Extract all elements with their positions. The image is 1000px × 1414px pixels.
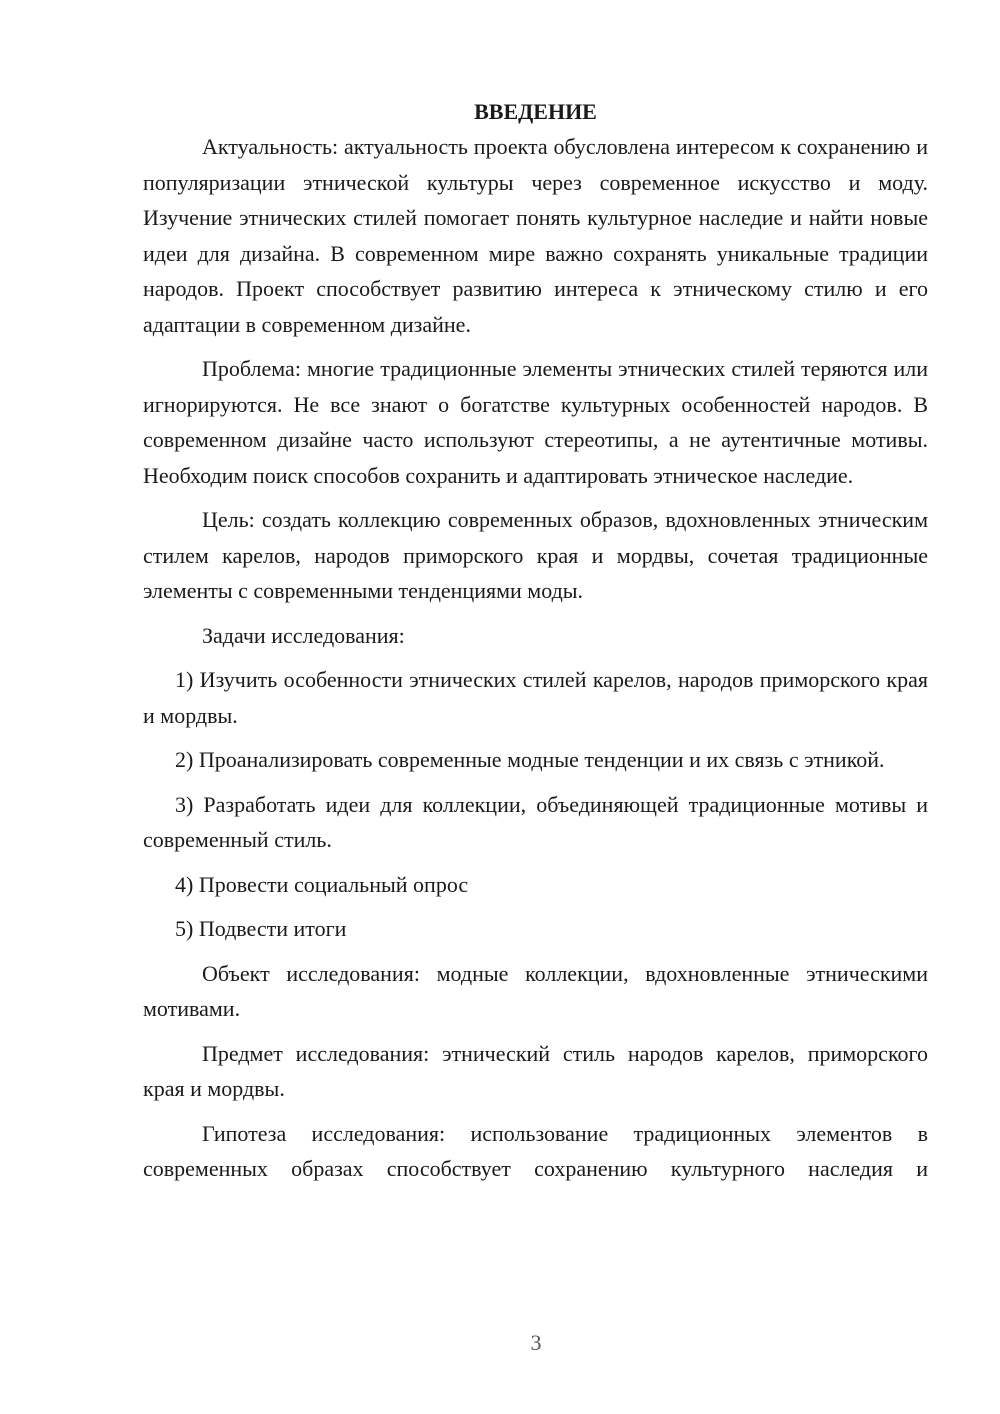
problem-paragraph: Проблема: многие традиционные элементы этнических стилей теряются или игнорируются. Не все знают о богатстве культурных особенностей народов. В современном дизайне часто используют стереотипы, а не аутентичные мотивы. Необходим поиск способов сохранить и адаптировать этническое наследие. — [143, 356, 928, 488]
object-paragraph: Объект исследования: модные коллекции, вдохновленные этническими мотивами. — [143, 960, 928, 1021]
page-number: 3 — [530, 1330, 542, 1355]
subject-paragraph: Предмет исследования: этнический стиль народов карелов, приморского края и мордвы. — [143, 1040, 928, 1101]
goal-paragraph: Цель: создать коллекцию современных образов, вдохновленных этническим стилем карелов, народов приморского края и мордвы, сочетая традиционные элементы с современными тенденциями моды. — [143, 507, 928, 603]
page-content — [143, 94, 928, 1196]
task-item-3: 3) Разработать идеи для коллекции, объединяющей традиционные мотивы и современный стиль. — [143, 791, 928, 852]
section-heading: ВВЕДЕНИЕ — [474, 99, 597, 124]
task-item-2: 2) Проанализировать современные модные тенденции и их связь с этникой. — [175, 747, 885, 772]
hypothesis-paragraph: Гипотеза исследования: использование традиционных элементов в современных образах способствует сохранению культурного наследия и — [143, 1120, 928, 1181]
relevance-paragraph: Актуальность: актуальность проекта обусловлена интересом к сохранению и популяризации этнической культуры через современное искусство и моду. Изучение этнических стилей помогает понять культурное наследие и найти новые идеи для дизайна. В современном мире важно сохранять уникальные традиции народов. Проект способствует развитию интереса к этническому стилю и его адаптации в современном дизайне. — [143, 134, 928, 337]
task-item-1: 1) Изучить особенности этнических стилей карелов, народов приморского края и мордвы. — [143, 667, 928, 728]
task-item-5: 5) Подвести итоги — [175, 916, 347, 941]
tasks-title: Задачи исследования: — [202, 622, 405, 648]
task-item-4: 4) Провести социальный опрос — [175, 871, 469, 897]
